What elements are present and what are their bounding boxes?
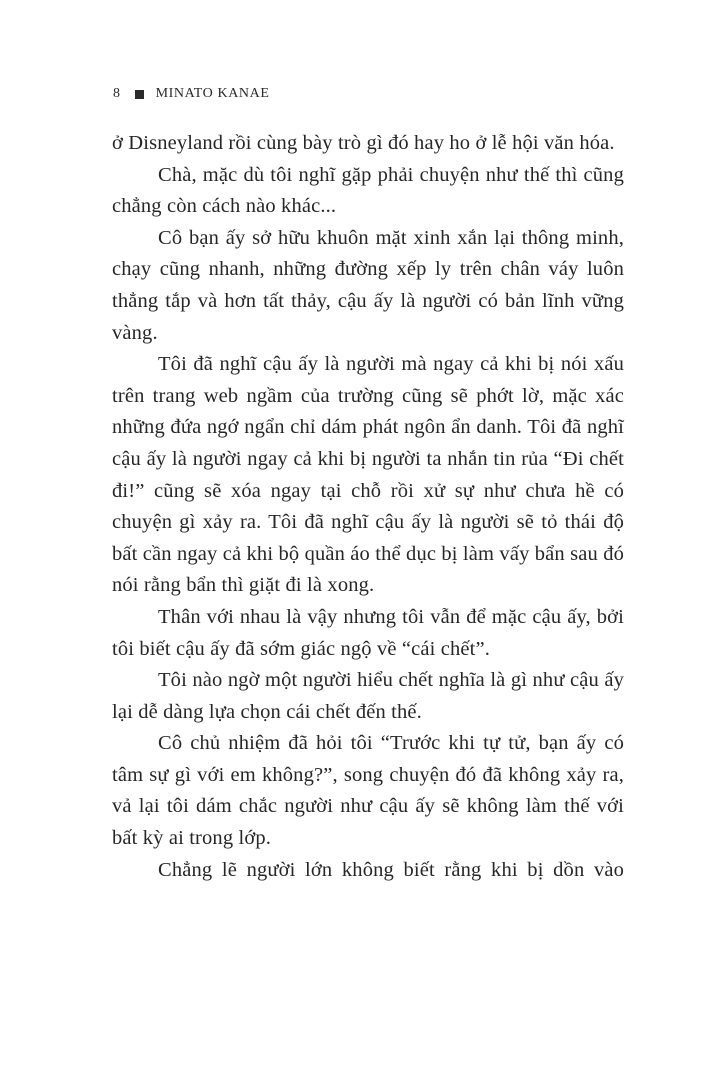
paragraph-8: Chẳng lẽ người lớn không biết rằng khi bị dồn vào — [158, 858, 624, 881]
paragraph-2: Chà, mặc dù tôi nghĩ gặp phải chuyện như thế thì cũng chẳng còn cách nào khác... — [112, 163, 624, 218]
paragraph-1: ở Disneyland rồi cùng bày trò gì đó hay ho ở lễ hội văn hóa. — [112, 132, 615, 154]
author-name: MINATO KANAE — [155, 86, 270, 101]
running-header — [113, 86, 270, 102]
body-text — [112, 128, 624, 886]
page-number: 8 — [113, 86, 121, 101]
paragraph-7: Cô chủ nhiệm đã hỏi tôi “Trước khi tự tử, bạn ấy có tâm sự gì với em không?”, song chuyện đó đã không xảy ra, vả lại tôi dám chắc người như cậu ấy sẽ không làm thế với bất kỳ ai trong lớp. — [112, 732, 624, 850]
paragraph-5: Thân với nhau là vậy nhưng tôi vẫn để mặc cậu ấy, bởi tôi biết cậu ấy đã sớm giác ngộ về “cái chết”. — [112, 605, 624, 660]
square-separator-icon — [135, 90, 144, 99]
paragraph-4: Tôi đã nghĩ cậu ấy là người mà ngay cả khi bị nói xấu trên trang web ngầm của trường cũng sẽ phớt lờ, mặc xác những đứa ngớ ngẩn chỉ dám phát ngôn ẩn danh. Tôi đã nghĩ cậu ấy là người ngay cả khi bị người ta nhắn tin rủa “Đi chết đi!” cũng sẽ xóa ngay tại chỗ rồi xử sự như chưa hề có chuyện gì xảy ra. Tôi đã nghĩ cậu ấy là người sẽ tỏ thái độ bất cần ngay cả khi bộ quần áo thể dục bị làm vấy bẩn sau đó nói rằng bẩn thì giặt đi là xong. — [112, 353, 624, 597]
paragraph-3: Cô bạn ấy sở hữu khuôn mặt xinh xắn lại thông minh, chạy cũng nhanh, những đường xếp ly trên chân váy luôn thẳng tắp và hơn tất thảy, cậu ấy là người có bản lĩnh vững vàng. — [112, 226, 624, 344]
paragraph-6: Tôi nào ngờ một người hiểu chết nghĩa là gì như cậu ấy lại dễ dàng lựa chọn cái chết đến thế. — [112, 669, 624, 723]
